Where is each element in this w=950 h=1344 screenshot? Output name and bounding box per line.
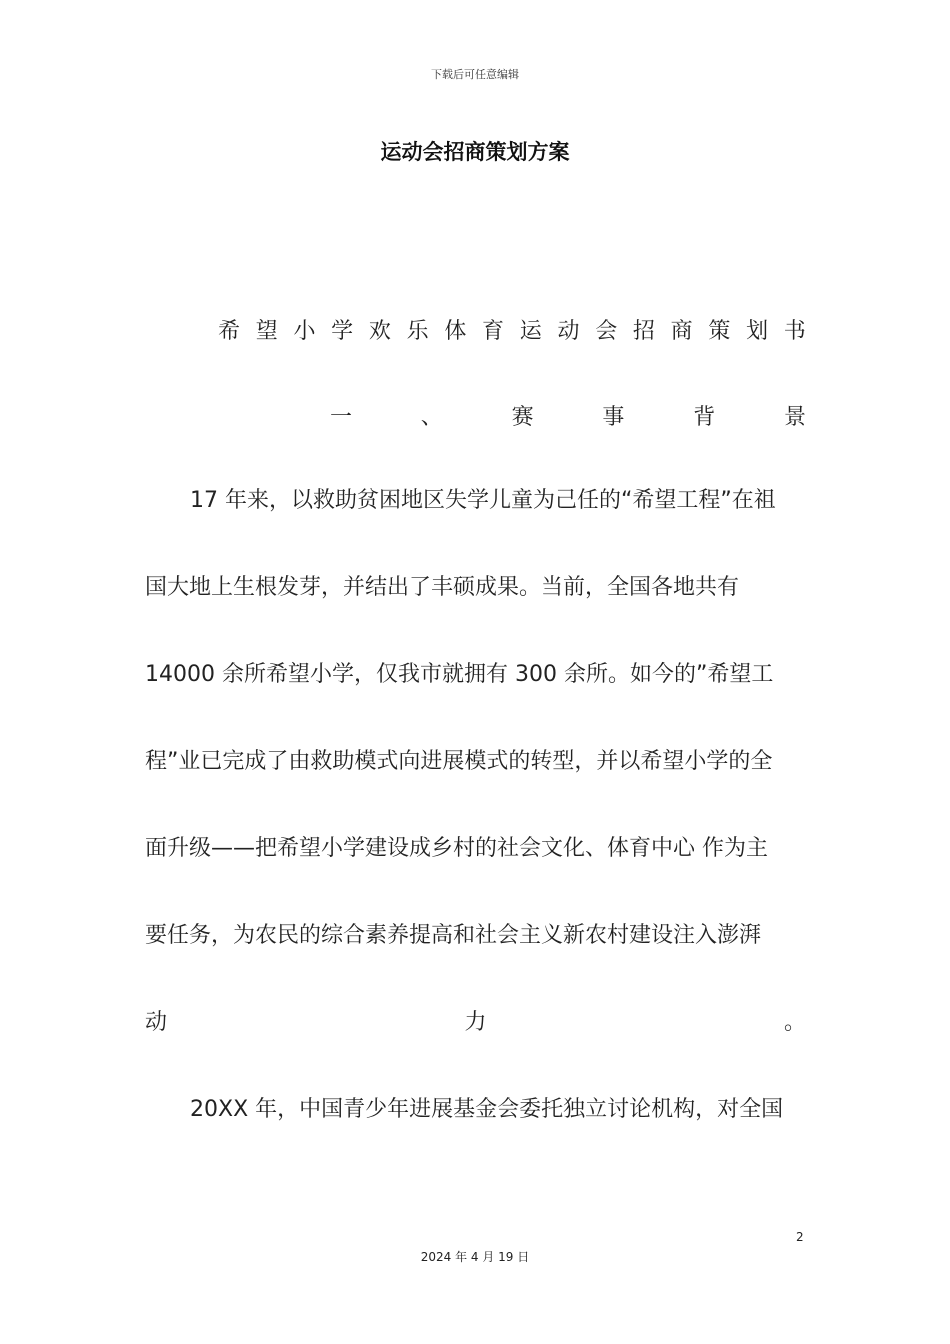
heading-char: 体 <box>444 319 467 344</box>
heading-char: 动 <box>557 319 580 344</box>
paragraph-last-line <box>145 1008 806 1038</box>
heading-char: 欢 <box>368 319 391 344</box>
paragraph-line: 要任务，为农民的综合素养提高和社会主义新农村建设注入澎湃 <box>145 923 762 948</box>
header-note: 下载后可任意编辑 <box>431 68 519 81</box>
heading-char: 运 <box>519 319 542 344</box>
subtitle-line <box>218 314 806 345</box>
heading-char: 小 <box>293 319 316 344</box>
heading-char: 学 <box>331 319 354 344</box>
paragraph-line: 17 年来，以救助贫困地区失学儿童为己任的“希望工程”在祖 <box>190 488 776 513</box>
heading-char: 乐 <box>406 319 429 344</box>
paragraph-line: 面升级——把希望小学建设成乡村的社会文化、体育中心 作为主 <box>145 836 768 861</box>
paragraph-line: 14000 余所希望小学，仅我市就拥有 300 余所。如今的”希望工 <box>145 662 774 687</box>
paragraph-line: 程”业已完成了由救助模式向进展模式的转型，并以希望小学的全 <box>145 749 773 774</box>
heading-char: 策 <box>708 319 731 344</box>
heading-char: 望 <box>255 319 278 344</box>
heading-char: 背 <box>693 405 716 430</box>
heading-char: 会 <box>595 319 618 344</box>
heading-char: 希 <box>218 319 241 344</box>
heading-char: 一 <box>330 405 353 430</box>
heading-char: 、 <box>420 405 443 430</box>
heading-char: 景 <box>783 405 806 430</box>
heading-char: 划 <box>746 319 769 344</box>
heading-char: 招 <box>632 319 655 344</box>
footer-date: 2024 年 4 月 19 日 <box>420 1250 530 1264</box>
paragraph-line: 20XX 年，中国青少年进展基金会委托独立讨论机构，对全国 <box>190 1097 784 1122</box>
heading-char: 力 <box>464 1010 487 1035</box>
page-number: 2 <box>796 1230 804 1244</box>
paragraph-line: 国大地上生根发芽，并结出了丰硕成果。当前，全国各地共有 <box>145 575 740 600</box>
heading-char: 事 <box>602 405 625 430</box>
heading-char: 书 <box>783 319 806 344</box>
subtitle-chars <box>218 314 806 345</box>
heading-char: 。 <box>783 1010 806 1035</box>
heading-char: 商 <box>670 319 693 344</box>
section-heading <box>330 400 806 431</box>
heading-char: 育 <box>482 319 505 344</box>
heading-char: 赛 <box>511 405 534 430</box>
section-heading-chars <box>330 400 806 431</box>
heading-char: 动 <box>145 1010 168 1035</box>
document-title: 运动会招商策划方案 <box>380 140 570 164</box>
